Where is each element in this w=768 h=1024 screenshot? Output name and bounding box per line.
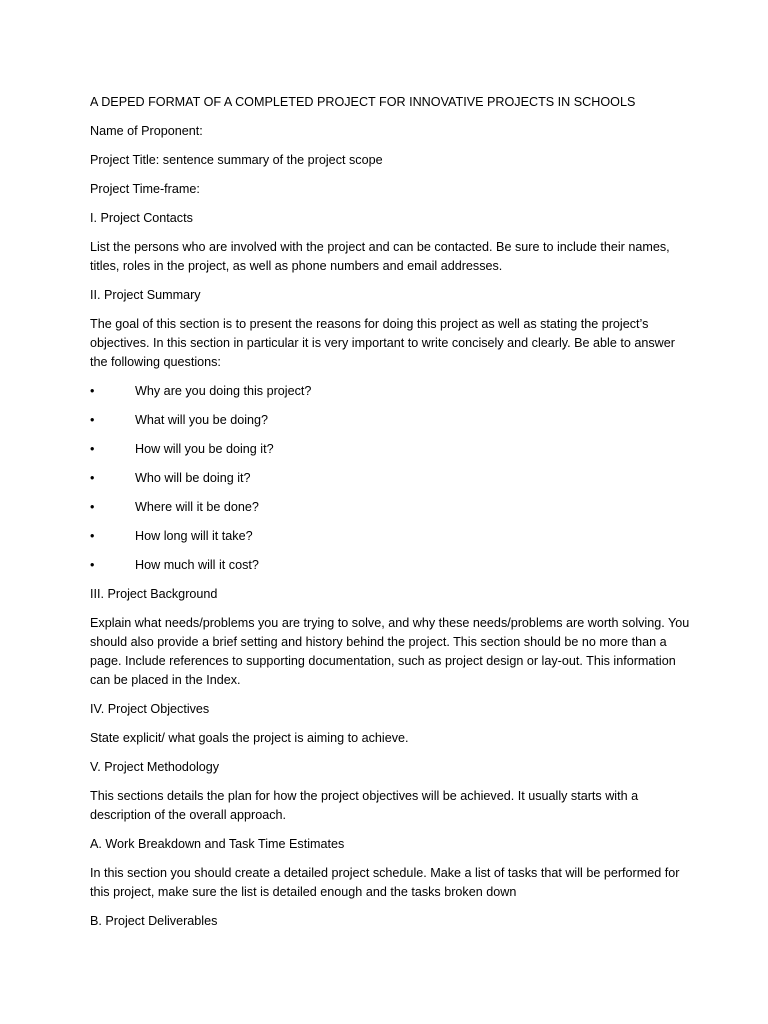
list-item <box>90 469 690 488</box>
subsection-heading-work-breakdown: A. Work Breakdown and Task Time Estimates <box>90 837 345 851</box>
section-body-methodology: This sections details the plan for how the project objectives will be achieved. It usually starts with a description of the overall approach. <box>90 789 639 822</box>
bullet-icon: • <box>90 500 95 514</box>
section-heading-contacts: I. Project Contacts <box>90 211 193 225</box>
bullet-icon: • <box>90 384 95 398</box>
list-item <box>90 556 690 575</box>
subsection-heading-deliverables: B. Project Deliverables <box>90 914 218 928</box>
section-heading-summary: II. Project Summary <box>90 288 201 302</box>
list-item <box>90 411 690 430</box>
list-item <box>90 382 690 401</box>
section-heading-methodology: V. Project Methodology <box>90 760 220 774</box>
bullet-icon: • <box>90 529 95 543</box>
summary-questions-list <box>90 382 690 575</box>
project-title-line: Project Title: sentence summary of the project scope <box>90 153 383 167</box>
list-item <box>90 498 690 517</box>
question-text: How will you be doing it? <box>135 442 274 456</box>
question-text: Who will be doing it? <box>135 471 251 485</box>
bullet-icon: • <box>90 442 95 456</box>
question-text: What will you be doing? <box>135 413 269 427</box>
section-body-objectives: State explicit/ what goals the project is aiming to achieve. <box>90 731 409 745</box>
question-text: How long will it take? <box>135 529 253 543</box>
bullet-icon: • <box>90 558 95 572</box>
timeframe-label: Project Time-frame: <box>90 182 200 196</box>
question-text: Why are you doing this project? <box>135 384 312 398</box>
section-body-summary: The goal of this section is to present the reasons for doing this project as well as stating the project’s objectives. In this section in particular it is very important to write concisely and clearly. Be able to answer the following questions: <box>90 317 675 369</box>
question-text: How much will it cost? <box>135 558 259 572</box>
section-body-background: Explain what needs/problems you are trying to solve, and why these needs/problems are worth solving. You should also provide a brief setting and history behind the project. This section should be no more than a page. Include references to supporting documentation, such as project design or lay-out. This information can be placed in the Index. <box>90 616 690 687</box>
list-item <box>90 440 690 459</box>
list-item <box>90 527 690 546</box>
subsection-body-work-breakdown: In this section you should create a detailed project schedule. Make a list of tasks that will be performed for this project, make sure the list is detailed enough and the tasks broken down <box>90 866 680 899</box>
document-page <box>90 93 690 941</box>
proponent-label: Name of Proponent: <box>90 124 203 138</box>
question-text: Where will it be done? <box>135 500 259 514</box>
section-body-contacts: List the persons who are involved with the project and can be contacted. Be sure to include their names, titles, roles in the project, as well as phone numbers and email addresses. <box>90 240 670 273</box>
document-title: A DEPED FORMAT OF A COMPLETED PROJECT FOR INNOVATIVE PROJECTS IN SCHOOLS <box>90 95 636 109</box>
section-heading-background: III. Project Background <box>90 587 218 601</box>
bullet-icon: • <box>90 413 95 427</box>
bullet-icon: • <box>90 471 95 485</box>
section-heading-objectives: IV. Project Objectives <box>90 702 210 716</box>
